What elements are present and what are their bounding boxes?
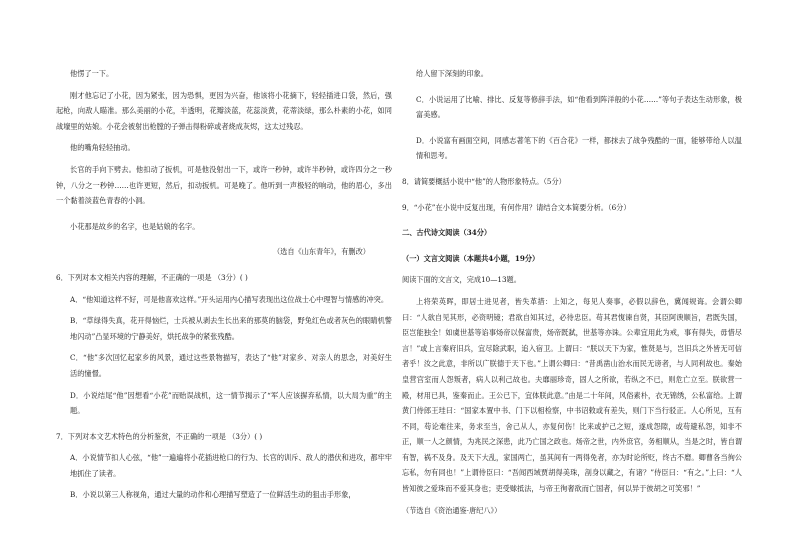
question-7-option-a: A．小说情节扣人心弦，“他”一遍遍将小花插进枪口的行为、长官的训斥、敌人的潜伏和进攻，都牢牢地抓住了读者。 bbox=[70, 453, 392, 478]
question-7-option-d: D．小说富有画面空间，同感志著笔下的《百合花》一样，都抹去了战争残酷的一面，能够带给人以温情和思考。 bbox=[416, 135, 742, 161]
story-line-1: 他愣了一下。 bbox=[70, 69, 114, 78]
right-column bbox=[402, 66, 742, 518]
question-6-option-d: D．小说结尾“他”因想看“小花”而贻误战机，这一情节揭示了“军人应该摒弃私情，以大局为重”的主题。 bbox=[70, 390, 392, 416]
story-paragraph-2: 长官的手向下劈去。他扣动了扳机，可是他没射出一下，或许一秒钟，或许半秒钟，或许四分之一秒钟，八分之一秒钟……也许更短，然后，扣动扳机。可是晚了。他听到一声极轻的响动，他的眉心，多出一个黏着淡蓝色青春的小洞。 bbox=[56, 164, 392, 206]
question-7-stem: 7．下列对本文艺术特色的分析鉴赏，不正确的一项是 （3分）( ) bbox=[56, 431, 263, 441]
classical-passage: 上将荣英晖，即居士进见者，皆失革措：上知之，每见人奏事，必假以辞色，冀闻规诲。会谓公卿曰：“人欲自见其形，必资明镜；君欲自知其过，必待忠臣。苟其君愎谏自贤，其臣阿谀顺旨，君既失国，臣岂能独全！如虞世基等谄事炀帝以保富贵，炀帝既弑，世基等亦诛。公辈宜用此为戒，事有得失，毋惜尽言！”或上言秦府旧兵，宜尽除武职，追入宿卫。上谓曰：“朕以天下为家，惟贤是与，岂旧兵之外皆无可信者乎！汝之此意，非所以广朕德于天下也。”上谓公卿曰：“昔禹凿山治水而民无谤者，与人同利故也。秦始皇营宫室而人怨叛者，病人以利己故也。夫靡丽珍奇，固人之所欲，若纵之不已，则危亡立至。朕欲营一殿，材用已具，鉴秦而止。王公已下，宜体朕此意。”由是二十年间，风俗素朴，衣无锦绣，公私富给。上谓黄门侍郎王珪曰：“国家本置中书、门下以相检察，中书诏敕或有差失，则门下当行驳正。人心所见，互有不同，苟论难往来，务求至当，舍己从人，亦复何伤！比来或护己之短，遂成怨隙，或苟避私怨，知非不正，顺一人之颜情，为兆民之深患，此乃亡国之政也。炀帝之世，内外庶官，务相顺从，当是之时，皆自谓有智，祸不及身。及天下大乱，家国两亡，虽其间有一两得免者，亦为时论所贬，终古不磨。卿曹各当徇公忘私，勿有同也！”上谓侍臣曰：“吾闻西域贾胡得美珠，剖身以藏之，有诸？”侍臣曰：“有之。”上曰：“人皆知彼之爱珠而不爱其身也；吏受赇抵法，与帝王徇奢欲而亡国者，何以异于彼胡之可笑邪！” bbox=[402, 296, 742, 494]
question-6-option-c: C．“他”多次回忆起家乡的风景，通过这些景物描写，表达了“他”对家乡、对亲人的思念，对美好生活的憧憬。 bbox=[70, 353, 392, 378]
subsection-1-heading: （一）文言文阅读（本题共4小题，19分） bbox=[402, 253, 540, 263]
story-line-2: 他的嘴角轻轻抽动。 bbox=[70, 143, 135, 153]
question-9: 9．“小花”在小说中反复出现，有何作用？请结合文本简要分析。（6分） bbox=[402, 202, 631, 212]
section-2-heading: 二、古代诗文阅读（34分） bbox=[402, 228, 492, 238]
question-7-option-b: B．小说以第三人称视角，通过大量的动作和心理描写塑造了一位鲜活生动的狙击手形象， bbox=[70, 490, 356, 500]
story-paragraph-1: 刚才他忘记了小花，因为紧张，因为恐惧，更因为兴奋，他该将小花摘下，轻轻插进口袋，然后，强起枪，向敌人瞄准。那么美丽的小花，半透明，花瓣淡蓝，花蕊淡黄，花蒂淡绿，那么朴素的小花，如同战壕里的姑娘。小花会被射出枪膛的子弹击得粉碎或者烧成灰烬，这太过残忍。 bbox=[56, 90, 392, 131]
question-6-option-a: A．“他知道这样不好，可是他喜欢这样。”开头运用内心描写表现出这位战士心中理智与情感的冲突。 bbox=[70, 294, 389, 304]
story-line-3: 小花那是故乡的名字，也是姑娘的名字。 bbox=[70, 221, 200, 231]
question-6-option-b: B．“草绿得失真，花开得恼烂，士兵被从剥去生长出来的那莫的脑袋，野兔红色或者灰色的眼睛机警地闪动”凸显环境的宁静美好，烘托战争的紧张残酷。 bbox=[70, 316, 392, 341]
question-6-stem: 6．下列对本文相关内容的理解，不正确的一项是 （3分）( ) bbox=[56, 272, 248, 282]
left-column bbox=[56, 66, 392, 503]
question-8: 8．请简要概括小说中“他”的人物形象特点。（5分） bbox=[402, 176, 566, 186]
story-source: （选自《山东青年》，有删改） bbox=[272, 247, 370, 257]
question-7-option-b-continued: 给人留下深刻的印象。 bbox=[416, 69, 488, 78]
question-7-option-c: C．小说运用了比喻、排比、反复等修辞手法，如“他看到阵洋般的小花……”等句子表达生动形象，极富美感。 bbox=[416, 94, 742, 120]
passage-source: （节选自《资治通鉴·唐纪八》） bbox=[402, 505, 502, 515]
reading-instruction: 阅读下面的文言文，完成10—13题。 bbox=[402, 275, 521, 285]
